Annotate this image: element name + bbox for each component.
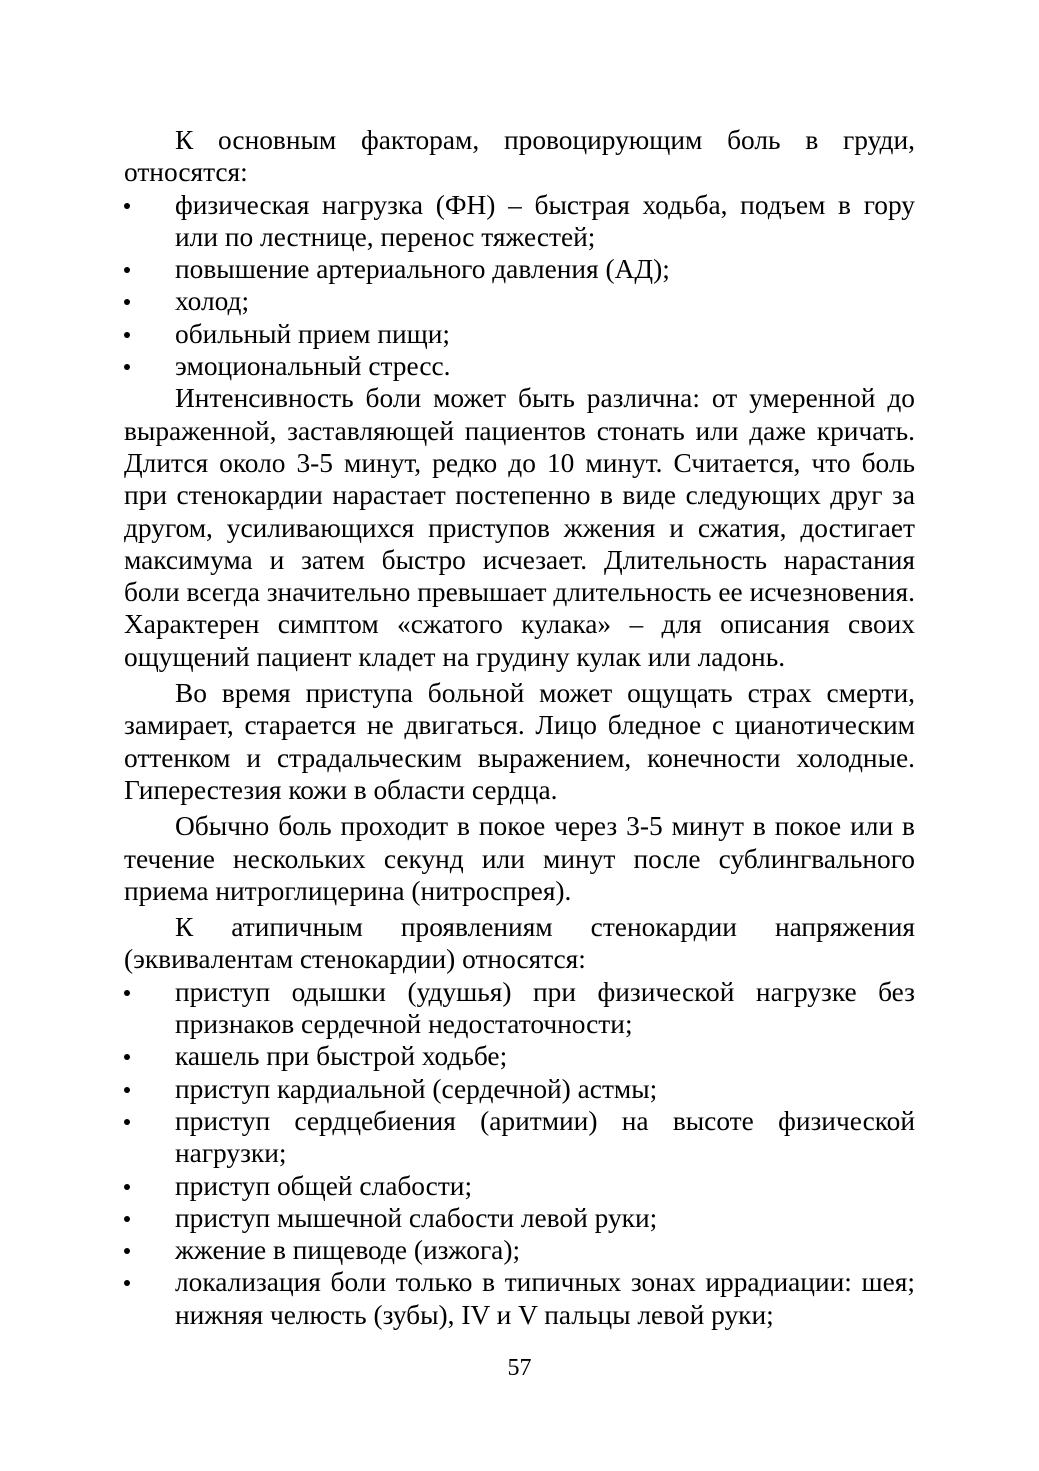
list-item: повышение артериального давления (АД);	[124, 253, 915, 285]
bullet-icon	[124, 1216, 130, 1222]
list-item: приступ мышечной слабости левой руки;	[124, 1202, 915, 1234]
bullet-icon	[124, 1184, 130, 1190]
bullet-icon	[124, 203, 130, 209]
list-item: эмоциональный стресс.	[124, 350, 915, 382]
bullet-icon	[124, 332, 130, 338]
page-number: 57	[507, 1355, 532, 1381]
list-item: жжение в пищеводе (изжога);	[124, 1234, 915, 1266]
bullet-icon	[124, 364, 130, 370]
atypical-intro-paragraph: К атипичным проявлениям стенокардии напряжения (эквивалентам стенокардии) относятся:	[124, 912, 915, 975]
list-item: кашель при быстрой ходьбе;	[124, 1040, 915, 1072]
bullet-icon	[124, 1248, 130, 1254]
page-body	[124, 124, 915, 1331]
list-item: физическая нагрузка (ФН) – быстрая ходьба, подъем в гору или по лестнице, перенос тяжестей;	[124, 189, 915, 254]
bullet-icon	[124, 267, 130, 273]
atypical-list	[124, 976, 915, 1331]
list-item: локализация боли только в типичных зонах иррадиации: шея; нижняя челюсть (зубы), IV и V пальцы левой руки;	[124, 1266, 915, 1331]
bullet-icon	[124, 1054, 130, 1060]
bullet-icon	[124, 1119, 130, 1125]
list-item: обильный прием пищи;	[124, 318, 915, 350]
bullet-icon	[124, 1087, 130, 1093]
bullet-icon	[124, 990, 130, 996]
list-item: холод;	[124, 285, 915, 317]
list-item: приступ сердцебиения (аритмии) на высоте физической нагрузки;	[124, 1105, 915, 1170]
pain-relief-paragraph: Обычно боль проходит в покое через 3-5 минут в покое или в течение нескольких секунд или минут после сублингвального приема нитроглицерина (нитроспрея).	[124, 811, 915, 906]
list-item: приступ одышки (удушья) при физической нагрузке без признаков сердечной недостаточности;	[124, 976, 915, 1041]
pain-intensity-paragraph: Интенсивность боли может быть различна: от умеренной до выраженной, заставляющей пациентов стонать или даже кричать. Длится около 3-5 минут, редко до 10 минут. Считается, что боль при стенокардии нарастает постепенно в виде следующих друг за другом, усиливающихся приступов жжения и сжатия, достигает максимума и затем быстро исчезает. Длительность нарастания боли всегда значительно превышает длительность ее исчезновения. Характерен симптом «сжатого кулака» – для описания своих ощущений пациент кладет на грудину кулак или ладонь.	[124, 383, 915, 672]
list-item: приступ общей слабости;	[124, 1170, 915, 1202]
bullet-icon	[124, 299, 130, 305]
intro-paragraph: К основным факторам, провоцирующим боль в груди, относятся:	[124, 125, 915, 188]
list-item: приступ кардиальной (сердечной) астмы;	[124, 1073, 915, 1105]
attack-symptoms-paragraph: Во время приступа больной может ощущать страх смерти, замирает, старается не двигаться. Лицо бледное с цианотическим оттенком и страдальческим выражением, конечности холодные. Гиперестезия кожи в области сердца.	[124, 678, 915, 805]
factors-list	[124, 189, 915, 383]
bullet-icon	[124, 1280, 130, 1286]
